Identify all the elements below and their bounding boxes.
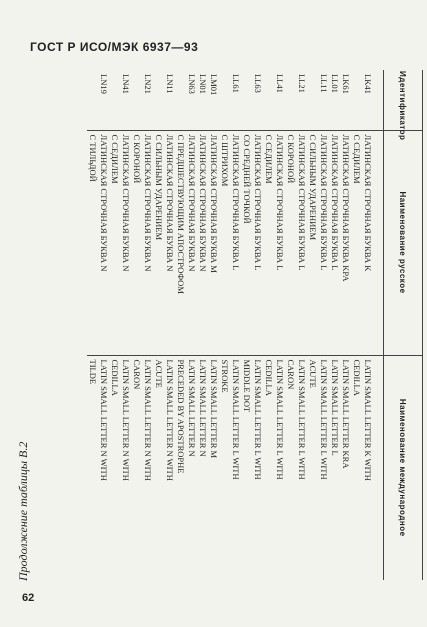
name-line: CARON bbox=[286, 359, 296, 390]
international-name-cell bbox=[263, 355, 285, 580]
identifier-cell: LL61 bbox=[219, 70, 241, 130]
name-line: ЛАТИНСКАЯ СТРОЧНАЯ БУКВА N bbox=[187, 134, 197, 272]
name-line: ЛАТИНСКАЯ СТРОЧНАЯ БУКВА N bbox=[99, 134, 109, 272]
international-name-cell bbox=[285, 355, 307, 580]
name-line: С СЕДИЛЕМ bbox=[352, 134, 362, 184]
name-line: ЛАТИНСКАЯ СТРОЧНАЯ БУКВА KPA bbox=[341, 134, 351, 282]
international-name-cell bbox=[109, 355, 131, 580]
russian-name-cell bbox=[307, 130, 329, 355]
name-line: CEDILLA bbox=[264, 359, 274, 396]
name-line: LATIN SMALL LETTER M bbox=[209, 359, 219, 459]
identifier-cell: LL41 bbox=[263, 70, 285, 130]
name-line: MIDDLE DOT bbox=[242, 359, 252, 413]
name-line: LATIN SMALL LETTER L bbox=[330, 359, 340, 456]
name-line: ЛАТИНСКАЯ СТРОЧНАЯ БУКВА L bbox=[231, 134, 241, 271]
russian-name-cell bbox=[197, 130, 208, 355]
identifier-cell: LN11 bbox=[153, 70, 175, 130]
name-line: CEDILLA bbox=[110, 359, 120, 396]
name-line: LATIN SMALL LETTER N WITH bbox=[165, 359, 175, 481]
identifier-table bbox=[87, 70, 423, 580]
international-name-cell bbox=[208, 355, 219, 580]
identifier-cell: LN41 bbox=[109, 70, 131, 130]
identifier-cell: LL21 bbox=[285, 70, 307, 130]
russian-name-cell bbox=[329, 130, 340, 355]
name-line: С СЕДИЛЕМ bbox=[264, 134, 274, 184]
russian-name-cell bbox=[131, 130, 153, 355]
identifier-cell: LL01 bbox=[329, 70, 340, 130]
page-number: 62 bbox=[22, 592, 35, 604]
name-line: ЛАТИНСКАЯ СТРОЧНАЯ БУКВА K bbox=[363, 134, 373, 272]
name-line: PRECEDED BY APOSTROPHE bbox=[176, 359, 186, 474]
name-line: С СИЛЬНЫМ УДАРЕНИЕМ bbox=[154, 134, 164, 241]
russian-name-cell bbox=[263, 130, 285, 355]
international-name-cell bbox=[153, 355, 175, 580]
name-line: STROKE bbox=[220, 359, 230, 393]
name-line: ЛАТИНСКАЯ СТРОЧНАЯ БУКВА N bbox=[198, 134, 208, 272]
name-line: С КОРОНОЙ bbox=[132, 134, 142, 184]
name-line: ЛАТИНСКАЯ СТРОЧНАЯ БУКВА L bbox=[330, 134, 340, 271]
table-row bbox=[87, 70, 109, 580]
name-line: ЛАТИНСКАЯ СТРОЧНАЯ БУКВА N bbox=[121, 134, 131, 272]
table-row bbox=[131, 70, 153, 580]
table-row bbox=[197, 70, 208, 580]
identifier-cell: LL11 bbox=[307, 70, 329, 130]
international-name-cell bbox=[340, 355, 351, 580]
table-row bbox=[208, 70, 219, 580]
name-line: ЛАТИНСКАЯ СТРОЧНАЯ БУКВА N bbox=[165, 134, 175, 272]
international-name-cell bbox=[87, 355, 109, 580]
name-line: CEDILLA bbox=[352, 359, 362, 396]
name-line: ACUTE bbox=[308, 359, 318, 388]
name-line: ЛАТИНСКАЯ СТРОЧНАЯ БУКВА L bbox=[297, 134, 307, 271]
identifier-cell: LN19 bbox=[87, 70, 109, 130]
name-line: LATIN SMALL LETTER L WITH bbox=[319, 359, 329, 480]
identifier-cell: LK41 bbox=[351, 70, 384, 130]
name-line: С СИЛЬНЫМ УДАРЕНИЕМ bbox=[308, 134, 318, 241]
name-line: LATIN SMALL LETTER KRA bbox=[341, 359, 351, 469]
name-line: LATIN SMALL LETTER L WITH bbox=[253, 359, 263, 480]
russian-name-cell bbox=[153, 130, 175, 355]
name-line: С ПРЕДШЕСТВУЮЩИМ АПОСТРОФОМ bbox=[176, 134, 186, 294]
international-name-cell bbox=[329, 355, 340, 580]
name-line: ACUTE bbox=[154, 359, 164, 388]
international-name-cell bbox=[219, 355, 241, 580]
table-row bbox=[153, 70, 175, 580]
table-body bbox=[87, 70, 384, 580]
table-row bbox=[307, 70, 329, 580]
rotated-table-container bbox=[33, 70, 423, 580]
name-line: LATIN SMALL LETTER N bbox=[198, 359, 208, 457]
name-line: СО СРЕДНЕЙ ТОЧКОЙ bbox=[242, 134, 252, 224]
table-row bbox=[351, 70, 384, 580]
name-line: LATIN SMALL LETTER N WITH bbox=[121, 359, 131, 481]
russian-name-cell bbox=[340, 130, 351, 355]
name-line: ЛАТИНСКАЯ СТРОЧНАЯ БУКВА N bbox=[143, 134, 153, 272]
name-line: С СЕДИЛЕМ bbox=[110, 134, 120, 184]
name-line: LATIN SMALL LETTER N WITH bbox=[99, 359, 109, 481]
name-line: ЛАТИНСКАЯ СТРОЧНАЯ БУКВА L bbox=[319, 134, 329, 271]
name-line: LATIN SMALL LETTER K WITH bbox=[363, 359, 373, 481]
table-row bbox=[175, 70, 197, 580]
identifier-cell: LL63 bbox=[241, 70, 263, 130]
international-name-cell bbox=[175, 355, 197, 580]
identifier-cell: LM01 bbox=[208, 70, 219, 130]
table-row bbox=[263, 70, 285, 580]
name-line: ЛАТИНСКАЯ СТРОЧНАЯ БУКВА L bbox=[253, 134, 263, 271]
identifier-cell: LN63 bbox=[175, 70, 197, 130]
name-line: CARON bbox=[132, 359, 142, 390]
table-row bbox=[329, 70, 340, 580]
table-row bbox=[340, 70, 351, 580]
column-header-identifier: Идентификатор bbox=[384, 70, 423, 130]
table-row bbox=[109, 70, 131, 580]
column-header-international-name: Наименование международное bbox=[384, 355, 423, 580]
document-header: ГОСТ Р ИСО/МЭК 6937—93 bbox=[30, 40, 199, 54]
table-caption: Продолжение таблицы В.2 bbox=[16, 441, 30, 581]
name-line: LATIN SMALL LETTER N WITH bbox=[143, 359, 153, 481]
name-line: ЛАТИНСКАЯ СТРОЧНАЯ БУКВА M bbox=[209, 134, 219, 273]
international-name-cell bbox=[241, 355, 263, 580]
russian-name-cell bbox=[241, 130, 263, 355]
name-line: LATIN SMALL LETTER L WITH bbox=[231, 359, 241, 480]
russian-name-cell bbox=[285, 130, 307, 355]
russian-name-cell bbox=[351, 130, 384, 355]
russian-name-cell bbox=[208, 130, 219, 355]
russian-name-cell bbox=[175, 130, 197, 355]
international-name-cell bbox=[197, 355, 208, 580]
name-line: С ТИЛЬДОЙ bbox=[88, 134, 98, 182]
table-row bbox=[285, 70, 307, 580]
name-line: LATIN SMALL LETTER N bbox=[187, 359, 197, 457]
name-line: TILDE bbox=[88, 359, 98, 385]
name-line: С КОРОНОЙ bbox=[286, 134, 296, 184]
name-line: LATIN SMALL LETTER L WITH bbox=[297, 359, 307, 480]
name-line: LATIN SMALL LETTER L WITH bbox=[275, 359, 285, 480]
name-line: ЛАТИНСКАЯ СТРОЧНАЯ БУКВА L bbox=[275, 134, 285, 271]
identifier-cell: LN21 bbox=[131, 70, 153, 130]
table-row bbox=[219, 70, 241, 580]
name-line: С ШТРИХОМ bbox=[220, 134, 230, 187]
column-header-russian-name: Наименование русское bbox=[384, 130, 423, 355]
international-name-cell bbox=[351, 355, 384, 580]
russian-name-cell bbox=[109, 130, 131, 355]
table-row bbox=[241, 70, 263, 580]
identifier-cell: LN01 bbox=[197, 70, 208, 130]
international-name-cell bbox=[131, 355, 153, 580]
identifier-cell: LK61 bbox=[340, 70, 351, 130]
russian-name-cell bbox=[87, 130, 109, 355]
international-name-cell bbox=[307, 355, 329, 580]
russian-name-cell bbox=[219, 130, 241, 355]
